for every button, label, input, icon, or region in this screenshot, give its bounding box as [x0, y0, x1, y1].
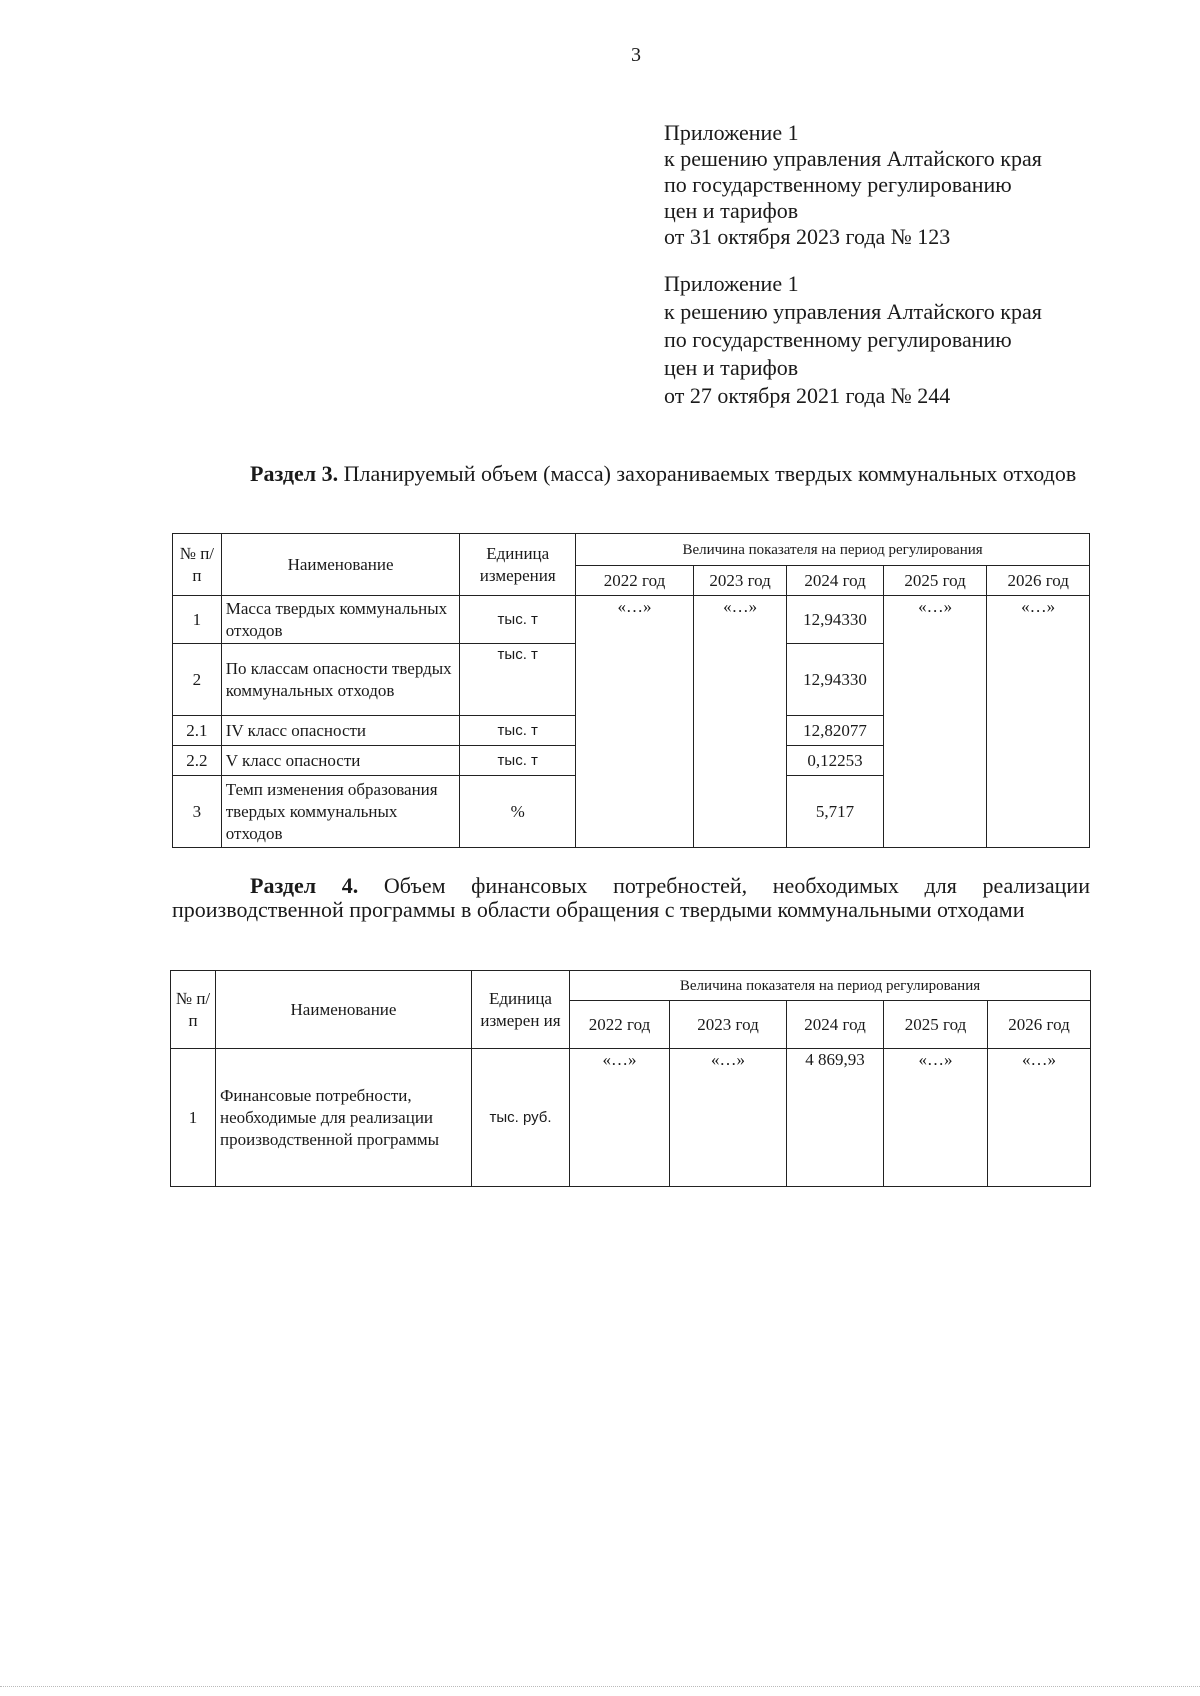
row-unit: тыс. т: [460, 716, 576, 746]
cell-2026-redacted: «…»: [988, 1049, 1091, 1187]
cell-2024-value: 0,12253: [787, 746, 883, 776]
header-year-2025: 2025 год: [884, 1001, 988, 1049]
row-name: Финансовые потребности, необходимые для реализации производственной программы: [216, 1049, 472, 1187]
section3-title: Планируемый объем (масса) захораниваемых твердых коммунальных отходов: [338, 461, 1077, 486]
header-name: Наименование: [221, 534, 460, 596]
cell-2026-redacted: «…»: [987, 596, 1090, 848]
header-num: № п/п: [173, 534, 222, 596]
header-unit: Единица измерения: [460, 534, 576, 596]
header-year-2024: 2024 год: [787, 1001, 884, 1049]
row-num: 3: [173, 776, 222, 848]
appendix-line: от 27 октября 2021 года № 244: [664, 383, 951, 408]
row-num: 2.2: [173, 746, 222, 776]
row-num: 2.1: [173, 716, 222, 746]
row-name: V класс опасности: [221, 746, 460, 776]
header-year-2024: 2024 год: [787, 566, 883, 596]
row-num: 2: [173, 644, 222, 716]
appendix-previous: [664, 270, 1042, 410]
cell-2023-redacted: «…»: [693, 596, 786, 848]
header-period: Величина показателя на период регулирования: [570, 971, 1091, 1001]
appendix-line: к решению управления Алтайского края: [664, 299, 1042, 324]
section3-label: Раздел 3.: [250, 461, 339, 486]
row-unit: тыс. руб.: [472, 1049, 570, 1187]
section3-table: [172, 533, 1090, 848]
row-name: Масса твердых коммунальных отходов: [221, 596, 460, 644]
cell-2024-value: 12,94330: [787, 596, 883, 644]
cell-2023-redacted: «…»: [670, 1049, 787, 1187]
row-unit: тыс. т: [460, 746, 576, 776]
scan-edge-divider: [0, 1686, 1200, 1688]
header-year-2023: 2023 год: [693, 566, 786, 596]
header-year-2026: 2026 год: [987, 566, 1090, 596]
appendix-line: от 31 октября 2023 года № 123: [664, 224, 951, 249]
row-unit: тыс. т: [460, 644, 576, 716]
section4-heading: [172, 874, 1090, 922]
header-name: Наименование: [216, 971, 472, 1049]
page-number: 3: [631, 44, 641, 66]
row-name: По классам опасности твердых коммунальных отходов: [221, 644, 460, 716]
row-unit: тыс. т: [460, 596, 576, 644]
cell-2024-value: 4 869,93: [787, 1049, 884, 1187]
appendix-line: Приложение 1: [664, 271, 799, 296]
cell-2022-redacted: «…»: [570, 1049, 670, 1187]
appendix-current: [664, 120, 1042, 250]
header-unit: Единица измерен ия: [472, 971, 570, 1049]
row-num: 1: [173, 596, 222, 644]
appendix-line: по государственному регулированию: [664, 172, 1012, 197]
cell-2022-redacted: «…»: [576, 596, 694, 848]
cell-2024-value: 12,94330: [787, 644, 883, 716]
row-name: Темп изменения образования твердых коммунальных отходов: [221, 776, 460, 848]
header-period: Величина показателя на период регулирования: [576, 534, 1090, 566]
row-unit: %: [460, 776, 576, 848]
appendix-line: цен и тарифов: [664, 355, 799, 380]
appendix-line: к решению управления Алтайского края: [664, 146, 1042, 171]
cell-2024-value: 5,717: [787, 776, 883, 848]
appendix-line: Приложение 1: [664, 120, 799, 145]
table-header-row: [173, 534, 1090, 566]
table-row: [171, 1049, 1091, 1187]
appendix-line: по государственному регулированию: [664, 327, 1012, 352]
header-year-2023: 2023 год: [670, 1001, 787, 1049]
header-year-2025: 2025 год: [883, 566, 987, 596]
cell-2024-value: 12,82077: [787, 716, 883, 746]
table-row: [173, 596, 1090, 644]
cell-2025-redacted: «…»: [884, 1049, 988, 1187]
row-name: IV класс опасности: [221, 716, 460, 746]
section4-table: [170, 970, 1091, 1187]
cell-2025-redacted: «…»: [883, 596, 987, 848]
section3-heading: [172, 462, 1090, 486]
header-year-2022: 2022 год: [576, 566, 694, 596]
header-year-2026: 2026 год: [988, 1001, 1091, 1049]
appendix-line: цен и тарифов: [664, 198, 799, 223]
header-num: № п/ п: [171, 971, 216, 1049]
section4-label: Раздел 4.: [250, 873, 359, 898]
table-header-row: [171, 971, 1091, 1001]
row-num: 1: [171, 1049, 216, 1187]
section4-title: Объем финансовых потребностей, необходимых для реализации производственной программы в области обращения с твердыми коммунальными отходами: [172, 873, 1090, 922]
header-year-2022: 2022 год: [570, 1001, 670, 1049]
